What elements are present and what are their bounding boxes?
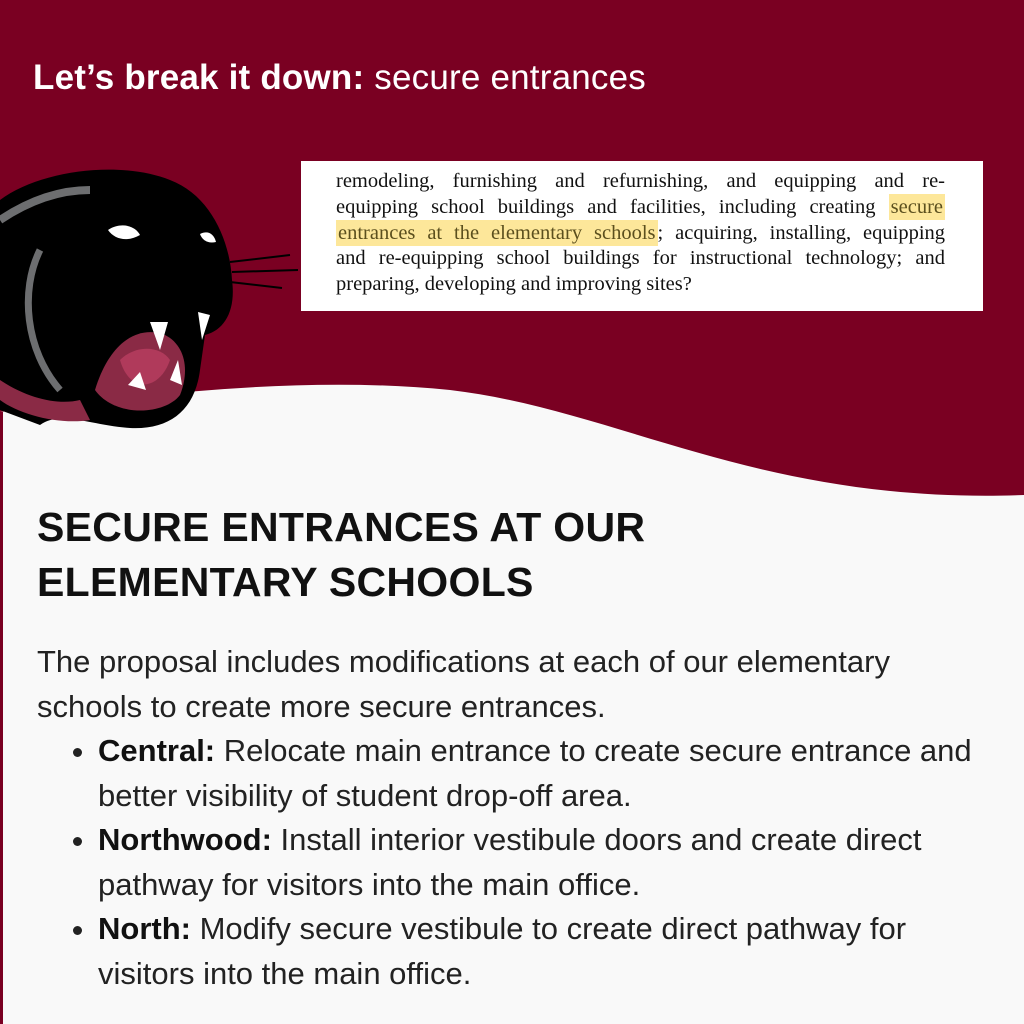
excerpt-line: remodeling, furnishing and refurnishing, and equipping and re- (336, 170, 945, 192)
excerpt-line: entrances at the elementary schools; acquiring, installing, equipping (338, 221, 946, 244)
page-title: Let’s break it down: secure entrances (33, 58, 646, 97)
panther-mascot-icon (0, 160, 300, 440)
ballot-excerpt (301, 161, 983, 311)
highlighted-text: secure (890, 195, 943, 218)
list-item-north: • North: Modify secure vestibule to create direct pathway for visitors into the main office. (98, 907, 1017, 996)
school-list (37, 729, 1017, 996)
list-item-central: • Central: Relocate main entrance to create secure entrance and better visibility of student drop-off area. (98, 729, 1017, 818)
excerpt-line: equipping school buildings and facilities, including creating secure (336, 195, 943, 218)
highlighted-text: entrances at the elementary schools (338, 221, 656, 244)
intro-paragraph: The proposal includes modifications at each of our elementary schools to create more secure entrances. (37, 644, 890, 724)
section-heading: SECURE ENTRANCES AT OUR ELEMENTARY SCHOOLS (37, 504, 646, 605)
excerpt-line: and re-equipping school buildings for instructional technology; and (336, 247, 945, 270)
body-text (37, 640, 1017, 996)
excerpt-line: preparing, developing and improving sites? (336, 273, 692, 296)
list-item-northwood: • Northwood: Install interior vestibule doors and create direct pathway for visitors into the main office. (98, 818, 1017, 907)
